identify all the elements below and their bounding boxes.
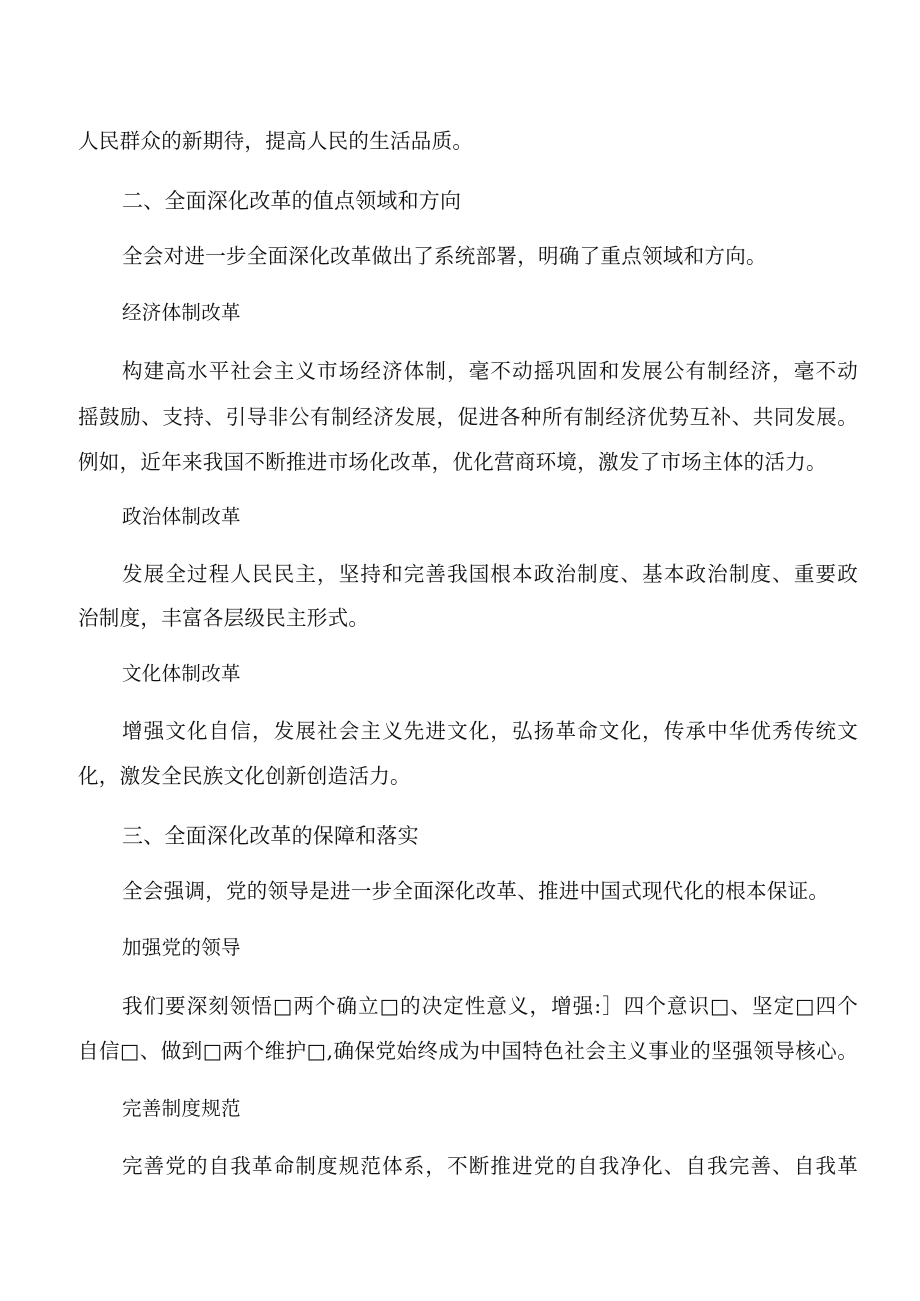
paragraph-line: 构建高水平社会主义市场经济体制，毫不动摇巩固和发展公有制经济，毫不动 bbox=[122, 359, 858, 383]
paragraph-line: 完善党的自我革命制度规范体系，不断推进党的自我净化、自我完善、自我革 bbox=[122, 1154, 858, 1178]
section-heading: 二、全面深化改革的值点领域和方向 bbox=[122, 189, 462, 213]
paragraph-line: 自信□、做到□两个维护□,确保党始终成为中国特色社会主义事业的坚强领导核心。 bbox=[78, 1039, 858, 1063]
section-heading: 三、全面深化改革的保障和落实 bbox=[122, 824, 419, 848]
subsection-heading: 文化体制改革 bbox=[122, 662, 241, 685]
paragraph-line: 例如，近年来我国不断推进市场化改革，优化营商环境，激发了市场主体的活力。 bbox=[78, 450, 827, 474]
paragraph-line: 增强文化自信，发展社会主义先进文化，弘扬革命文化，传承中华优秀传统文 bbox=[122, 719, 858, 743]
subsection-heading: 政治体制改革 bbox=[122, 505, 241, 528]
paragraph-line: 化，激发全民族文化创新创造活力。 bbox=[78, 764, 411, 788]
paragraph-line: 治制度，丰富各层级民主形式。 bbox=[78, 606, 370, 630]
paragraph-line: 发展全过程人民民主，坚持和完善我国根本政治制度、基本政治制度、重要政 bbox=[122, 562, 858, 586]
paragraph-line: 全会强调，党的领导是进一步全面深化改革、推进中国式现代化的根本保证。 bbox=[122, 879, 830, 903]
subsection-heading: 完善制度规范 bbox=[122, 1097, 241, 1120]
paragraph-line: 全会对进一步全面深化改革做出了系统部署，明确了重点领域和方向。 bbox=[122, 244, 767, 268]
paragraph-line: 人民群众的新期待，提高人民的生活品质。 bbox=[78, 129, 474, 153]
subsection-heading: 经济体制改革 bbox=[122, 301, 241, 324]
subsection-heading: 加强党的领导 bbox=[122, 936, 241, 959]
paragraph-line: 摇鼓励、支持、引导非公有制经济发展，促进各种所有制经济优势互补、共同发展。 bbox=[78, 405, 858, 429]
paragraph-line: 我们要深刻领悟□两个确立□的决定性意义，增强:］四个意识□、坚定□四个 bbox=[122, 994, 858, 1018]
